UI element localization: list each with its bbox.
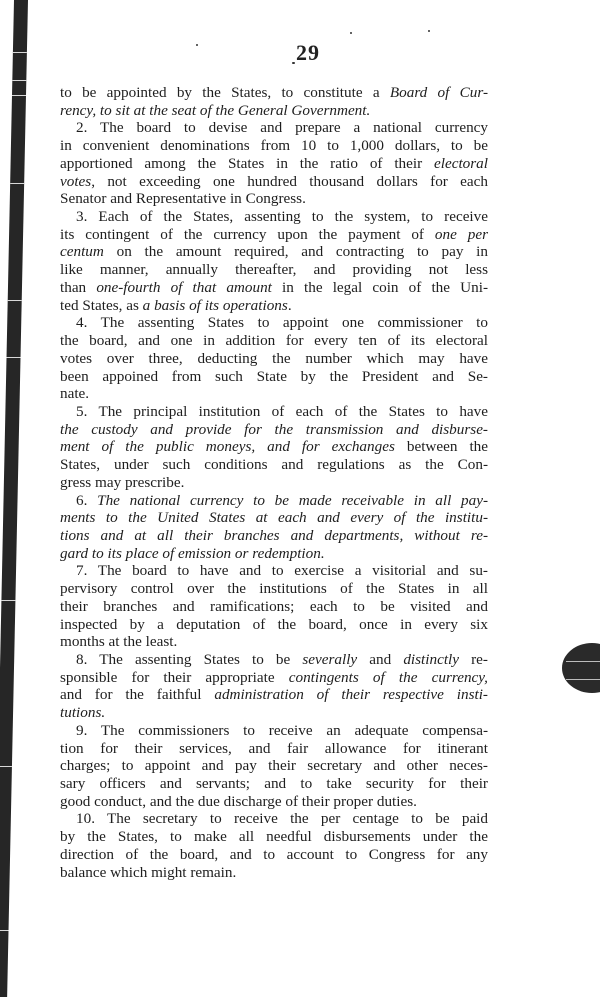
text-line [60,155,488,173]
italic-text: administration of their respective insti- [214,686,488,704]
roman-text: been appoined from such State by the President and Se- [60,367,488,385]
roman-text: charges; to appoint and pay their secretary and other neces- [60,757,488,775]
roman-text: by the States, to make all needful disbursements under the [60,828,488,846]
text-line [60,740,488,758]
italic-text: Board of Cur- [389,84,488,101]
roman-text: 9. The commissioners to receive an adequate compensa- [76,721,488,739]
text-line [60,368,488,386]
text-line [60,598,488,616]
roman-text: balance which might remain. [60,863,237,881]
text-line [60,580,488,598]
italic-text: tions and at all their branches and departments, without re- [60,526,488,544]
text-line [60,474,488,492]
roman-text: votes over three, deducting the number which may have [60,349,488,367]
paragraph-first-line [60,208,488,226]
roman-text: 3. Each of the States, assenting to the system, to receive [76,208,488,226]
text-line [60,261,488,279]
text-line [60,350,488,368]
roman-text: sary officers and servants; and to take security for their [60,775,488,793]
text-line [60,190,488,208]
text-line [60,509,488,527]
italic-text: rency, to sit at the seat of the General Government. [60,101,371,119]
text-line [60,793,488,811]
text-line [60,527,488,545]
paragraph-first-line [60,810,488,828]
roman-text: 7. The board to have and to exercise a visitorial and su- [76,562,488,580]
roman-text: , not exceeding one hundred thousand dollars for each [91,172,488,190]
roman-text: 2. The board to devise and prepare a national currency [76,119,488,137]
text-line [60,757,488,775]
text-line [60,226,488,244]
text-line [60,102,488,120]
ink-blot-edge [562,643,600,693]
roman-text: pervisory control over the institutions of the States in all [60,580,488,598]
text-line [60,633,488,651]
italic-text: ment of the public moneys, and for exchanges [60,438,395,456]
italic-text: gard to its place of emission or redemption. [60,544,325,562]
paragraph-first-line [60,562,488,580]
roman-text: 8. The assenting States to be [76,651,303,668]
paragraph-first-line [60,651,488,669]
roman-text: 6. [76,491,98,509]
italic-text: one-fourth of that amount [96,278,272,296]
italic-text: The national currency to be made receivable in all pay- [97,491,489,509]
text-line [60,669,488,687]
roman-text: and [357,651,404,668]
roman-text: 4. The assenting States to appoint one commissioner to [76,314,488,332]
text-line [60,332,488,350]
italic-text: severally [302,651,358,668]
roman-text: . [287,296,292,314]
roman-text: and for the faithful [60,686,215,704]
roman-text: on the amount required, and contracting to pay in [103,243,488,261]
roman-text: months at the least. [60,633,178,651]
text-line [60,421,488,439]
text-line [60,438,488,456]
roman-text: apportioned among the States in the ratio of their [60,154,435,172]
roman-text: sponsible for their appropriate [60,668,289,686]
text-line [60,279,488,297]
text-line [60,456,488,474]
italic-text: centum [60,243,104,261]
roman-text: re- [459,651,488,668]
text-line [60,173,488,191]
paragraph-first-line [60,492,488,510]
page-number: 29 [296,40,320,65]
roman-text: like manner, annually thereafter, and providing not less [60,261,488,279]
text-line [60,84,488,102]
book-binding-edge [0,0,28,997]
italic-text: contingents of the currency, [288,668,488,686]
text-line [60,704,488,722]
roman-text: 5. The principal institution of each of the States to have [76,402,488,420]
roman-text: the board, and one in addition for every ten of its electoral [60,332,488,350]
text-line [60,828,488,846]
italic-text: votes [60,172,92,190]
roman-text: than [60,278,97,296]
roman-text: 10. The secretary to receive the per centage to be paid [76,810,488,828]
text-line [60,385,488,403]
print-speck [350,32,352,34]
roman-text: their branches and ramifications; each to be visited and [60,597,488,615]
roman-text: in the legal coin of the Uni- [271,278,489,296]
roman-text: States, under such conditions and regulations as the Con- [60,456,488,474]
paragraph-first-line [60,314,488,332]
roman-text: inspected by a deputation of the board, once in every six [60,615,488,633]
print-speck [428,30,430,32]
roman-text: good conduct, and the due discharge of their proper duties. [60,792,417,810]
roman-text: gress may prescribe. [60,473,185,491]
roman-text: to be appointed by the States, to constitute a [60,84,390,101]
roman-text: tion for their services, and fair allowance for itinerant [60,739,488,757]
text-line [60,616,488,634]
italic-text: electoral [434,154,488,172]
text-line [60,864,488,882]
roman-text: nate. [60,385,90,403]
roman-text: in convenient denominations from 10 to 1,000 dollars, to be [60,137,488,155]
italic-text: distinctly [403,651,460,668]
text-line [60,545,488,563]
roman-text: its contingent of the currency upon the payment of [60,225,435,243]
italic-text: ments to the United States at each and every of the institu- [60,509,488,527]
italic-text: tutions. [60,704,106,722]
paragraph-first-line [60,722,488,740]
paragraph-first-line [60,403,488,421]
roman-text: ted States, as [60,296,143,314]
body-text [60,84,488,881]
italic-text: a basis of its operations [142,296,288,314]
roman-text: direction of the board, and to account to Congress for any [60,845,488,863]
paragraph-first-line [60,119,488,137]
text-line [60,846,488,864]
italic-text: one per [434,225,488,243]
text-line [60,775,488,793]
text-line [60,686,488,704]
text-line [60,243,488,261]
roman-text: between the [394,438,489,456]
italic-text: the custody and provide for the transmission and disburse- [60,420,488,438]
roman-text: Senator and Representative in Congress. [60,190,306,208]
text-line [60,297,488,315]
text-line [60,137,488,155]
